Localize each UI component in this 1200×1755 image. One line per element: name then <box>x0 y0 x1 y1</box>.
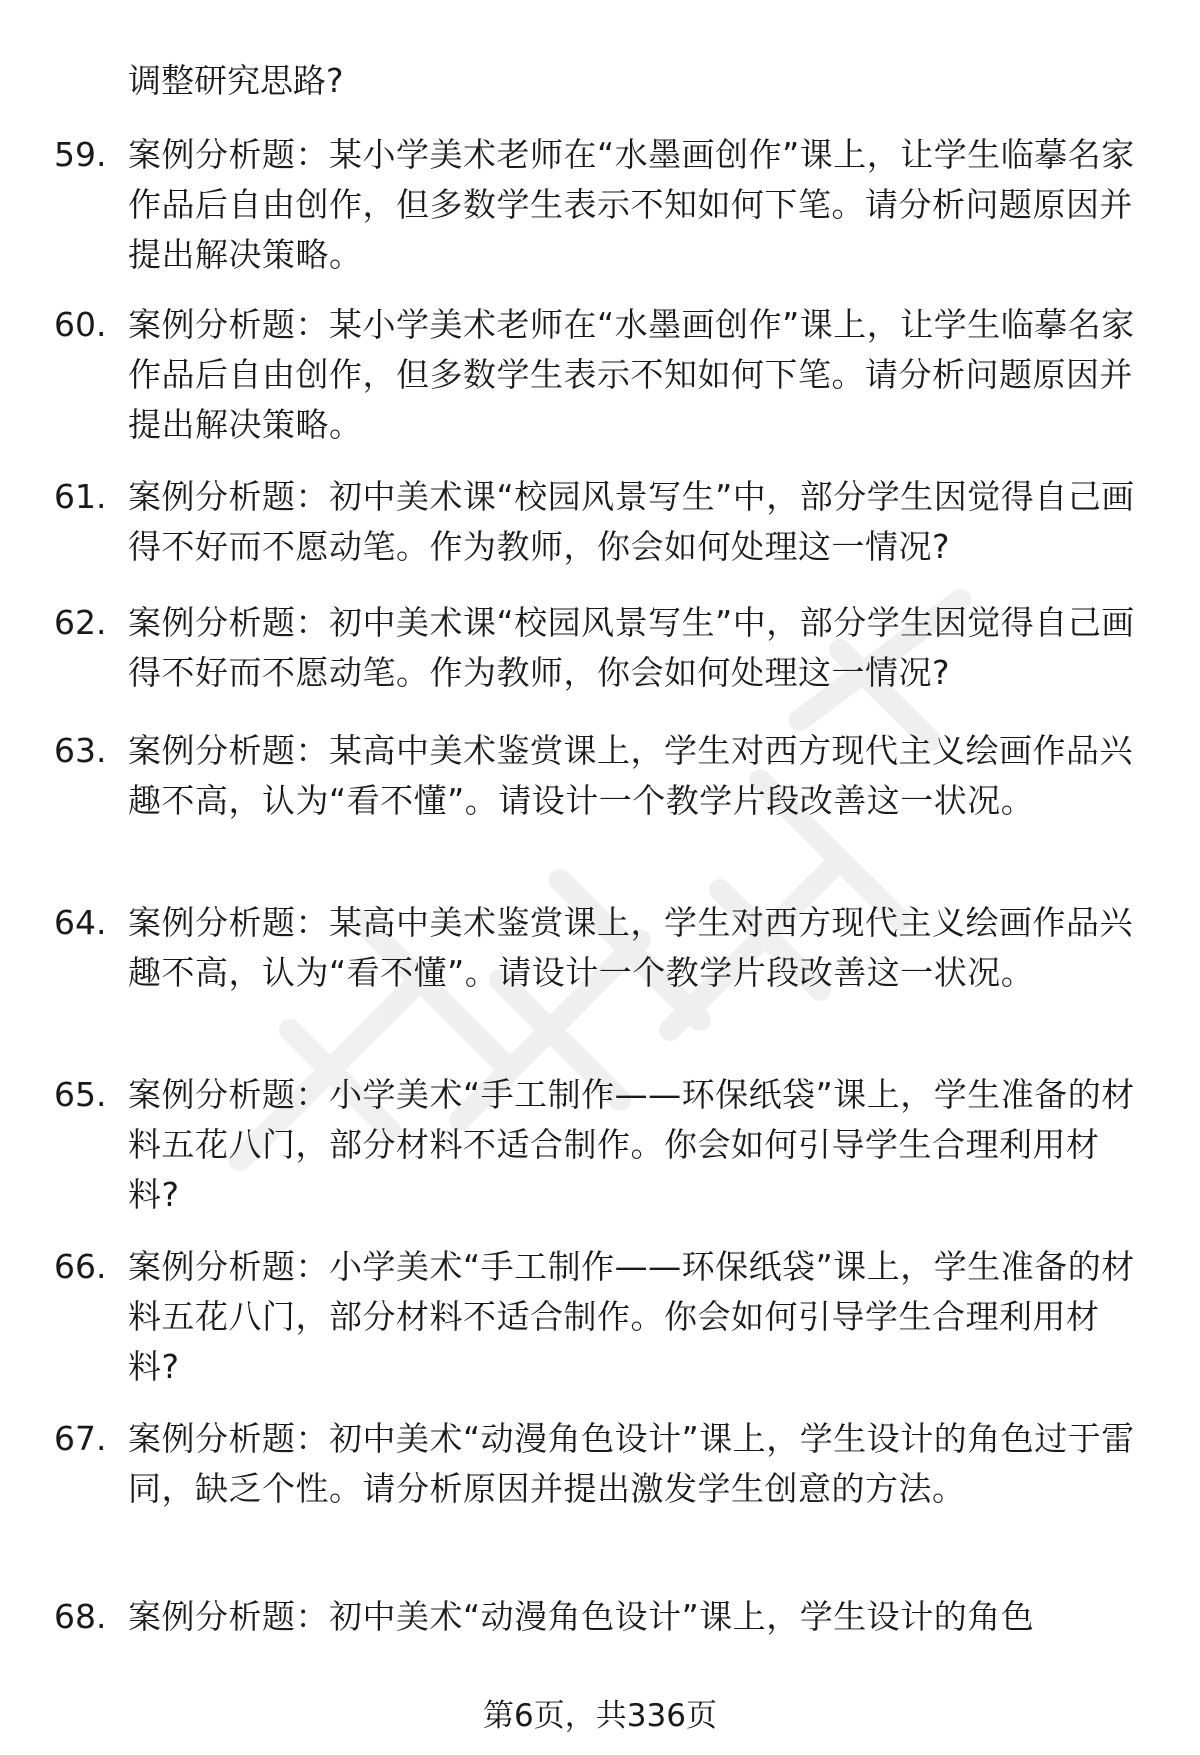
continuation-text: 调整研究思路? <box>128 61 344 100</box>
question-text: 案例分析题：某小学美术老师在“水墨画创作”课上，让学生临摹名家作品后自由创作，但多数学生表示不知如何下笔。请分析问题原因并提出解决策略。 <box>128 305 1135 444</box>
question-number: 62. <box>54 603 107 642</box>
question-number: 59. <box>54 135 107 174</box>
question-text: 案例分析题：初中美术课“校园风景写生”中，部分学生因觉得自己画得不好而不愿动笔。作为教师，你会如何处理这一情况? <box>128 603 1135 692</box>
question-number: 63. <box>54 731 107 770</box>
question-number: 67. <box>54 1419 107 1458</box>
page-footer: 第6页，共336页 <box>483 1698 717 1734</box>
question-text: 案例分析题：初中美术课“校园风景写生”中，部分学生因觉得自己画得不好而不愿动笔。作为教师，你会如何处理这一情况? <box>128 477 1135 566</box>
question-text: 案例分析题：某高中美术鉴赏课上，学生对西方现代主义绘画作品兴趣不高，认为“看不懂”。请设计一个教学片段改善这一状况。 <box>128 903 1133 992</box>
question-number: 65. <box>54 1075 107 1114</box>
question-text: 案例分析题：小学美术“手工制作——环保纸袋”课上，学生准备的材料五花八门，部分材料不适合制作。你会如何引导学生合理利用材料? <box>128 1075 1135 1214</box>
question-text: 案例分析题：初中美术“动漫角色设计”课上，学生设计的角色 <box>128 1597 1035 1636</box>
question-number: 60. <box>54 305 107 344</box>
question-text: 案例分析题：初中美术“动漫角色设计”课上，学生设计的角色过于雷同，缺乏个性。请分析原因并提出激发学生创意的方法。 <box>128 1419 1135 1508</box>
question-number: 64. <box>54 903 107 942</box>
question-text: 案例分析题：某高中美术鉴赏课上，学生对西方现代主义绘画作品兴趣不高，认为“看不懂”。请设计一个教学片段改善这一状况。 <box>128 731 1133 820</box>
question-text: 案例分析题：某小学美术老师在“水墨画创作”课上，让学生临摹名家作品后自由创作，但多数学生表示不知如何下笔。请分析问题原因并提出解决策略。 <box>128 135 1135 274</box>
question-text: 案例分析题：小学美术“手工制作——环保纸袋”课上，学生准备的材料五花八门，部分材料不适合制作。你会如何引导学生合理利用材料? <box>128 1247 1135 1386</box>
question-number: 66. <box>54 1247 107 1286</box>
question-number: 61. <box>54 477 107 516</box>
question-number: 68. <box>54 1597 107 1636</box>
